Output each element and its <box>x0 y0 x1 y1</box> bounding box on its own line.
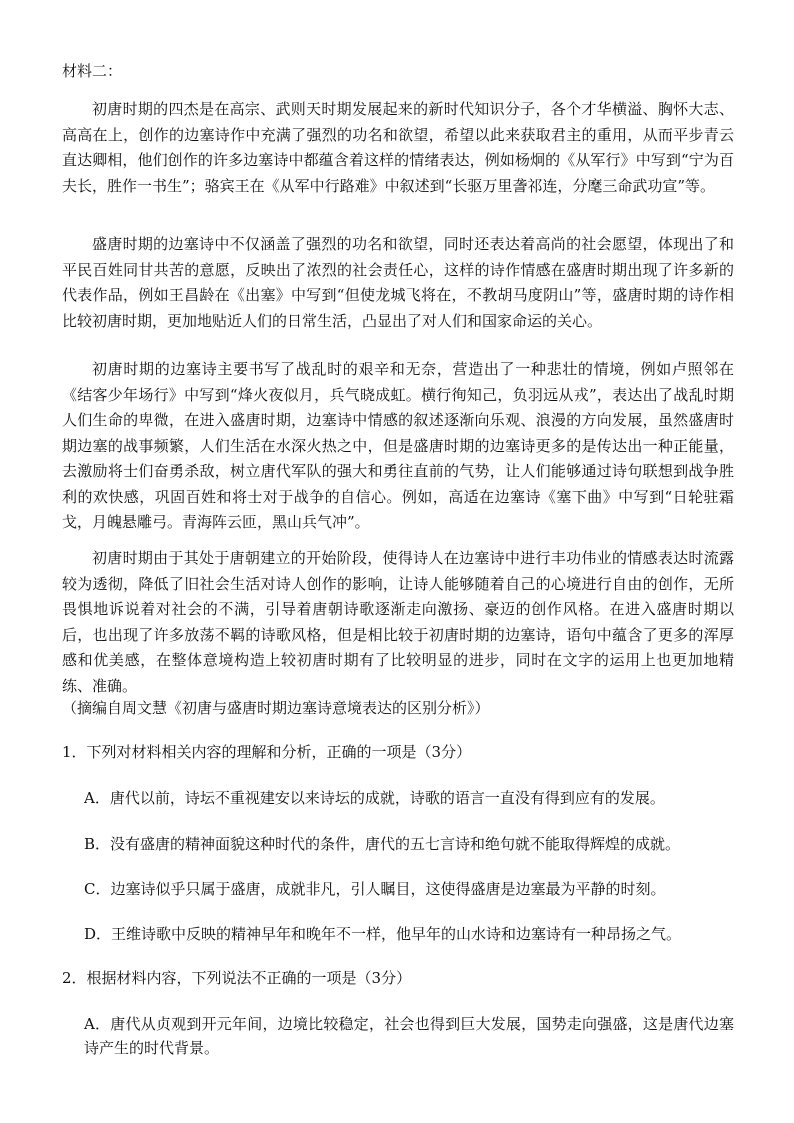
question-1-option-c: C．边塞诗似乎只属于盛唐，成就非凡，引人瞩目，这使得盛唐是边塞最为平静的时刻。 <box>84 880 666 898</box>
question-2-option-a: A．唐代从贞观到开元年间，边境比较稳定，社会也得到巨大发展，国势走向强盛，这是唐代边塞诗产生的时代背景。 <box>84 1015 734 1057</box>
question-1-option-b: B．没有盛唐的精神面貌这种时代的条件，唐代的五七言诗和绝句就不能取得辉煌的成就。 <box>84 835 681 853</box>
paragraph-2: 盛唐时期的边塞诗中不仅涵盖了强烈的功名和欲望，同时还表达着高尚的社会愿望，体现出了和平民百姓同甘共苦的意愿，反映出了浓烈的社会责任心，这样的诗作情感在盛唐时期出现了许多新的代表作品，例如王昌龄在《出塞》中写到“但使龙城飞将在，不教胡马度阴山”等，盛唐时期的诗作相比较初唐时期，更加地贴近人们的日常生活，凸显出了对人们和国家命运的关心。 <box>62 235 734 330</box>
question-1-stem: 1．下列对材料相关内容的理解和分析，正确的一项是（3分） <box>62 743 472 761</box>
paragraph-1: 初唐时期的四杰是在高宗、武则天时期发展起来的新时代知识分子，各个才华横溢、胸怀大志、高高在上，创作的边塞诗作中充满了强烈的功名和欲望，希望以此来获取君主的重用，从而平步青云直达卿相，他们创作的许多边塞诗中都蕴含着这样的情绪表达，例如杨炯的《从军行》中写到“宁为百夫长，胜作一书生”；骆宾王在《从军中行路难》中叙述到“长驱万里詟祁连，分麾三命武功宣”等。 <box>62 100 734 195</box>
question-1-option-d: D．王维诗歌中反映的精神早年和晚年不一样，他早年的山水诗和边塞诗有一种昂扬之气。 <box>84 925 682 943</box>
paragraph-3: 初唐时期的边塞诗主要书写了战乱时的艰辛和无奈，营造出了一种悲壮的情境，例如卢照邻在《结客少年场行》中写到“烽火夜似月，兵气晓成虹。横行徇知己，负羽远从戎”，表达出了战乱时期人们生命的卑微，在进入盛唐时期，边塞诗中情感的叙述逐渐向乐观、浪漫的方向发展，虽然盛唐时期边塞的战事频繁，人们生活在水深火热之中，但是盛唐时期的边塞诗更多的是传达出一种正能量，去激励将士们奋勇杀敌，树立唐代军队的强大和勇往直前的气势，让人们能够通过诗句联想到战争胜利的欢快感，巩固百姓和将士对于战争的自信心。例如，高适在边塞诗《塞下曲》中写到“日轮驻霜戈，月魄悬雕弓。青海阵云匝，黑山兵气冲”。 <box>62 360 734 531</box>
question-1-option-a: A．唐代以前，诗坛不重视建安以来诗坛的成就，诗歌的语言一直没有得到应有的发展。 <box>84 789 665 807</box>
section-heading: 材料二： <box>62 62 123 80</box>
source-citation: （摘编自周文慧《初唐与盛唐时期边塞诗意境表达的区别分析》） <box>62 699 490 717</box>
paragraph-4: 初唐时期由于其处于唐朝建立的开始阶段，使得诗人在边塞诗中进行丰功伟业的情感表达时流露较为透彻，降低了旧社会生活对诗人创作的影响，让诗人能够随着自己的心境进行自由的创作，无所畏惧地诉说着对社会的不满，引导着唐朝诗歌逐渐走向激扬、豪迈的创作风格。在进入盛唐时期以后，也出现了许多放荡不羁的诗歌风格，但是相比较于初唐时期的边塞诗，语句中蕴含了更多的浑厚感和优美感，在整体意境构造上较初唐时期有了比较明显的进步，同时在文字的运用上也更加地精练、准确。 <box>62 549 734 695</box>
question-2-stem: 2．根据材料内容，下列说法不正确的一项是（3分） <box>62 969 412 987</box>
